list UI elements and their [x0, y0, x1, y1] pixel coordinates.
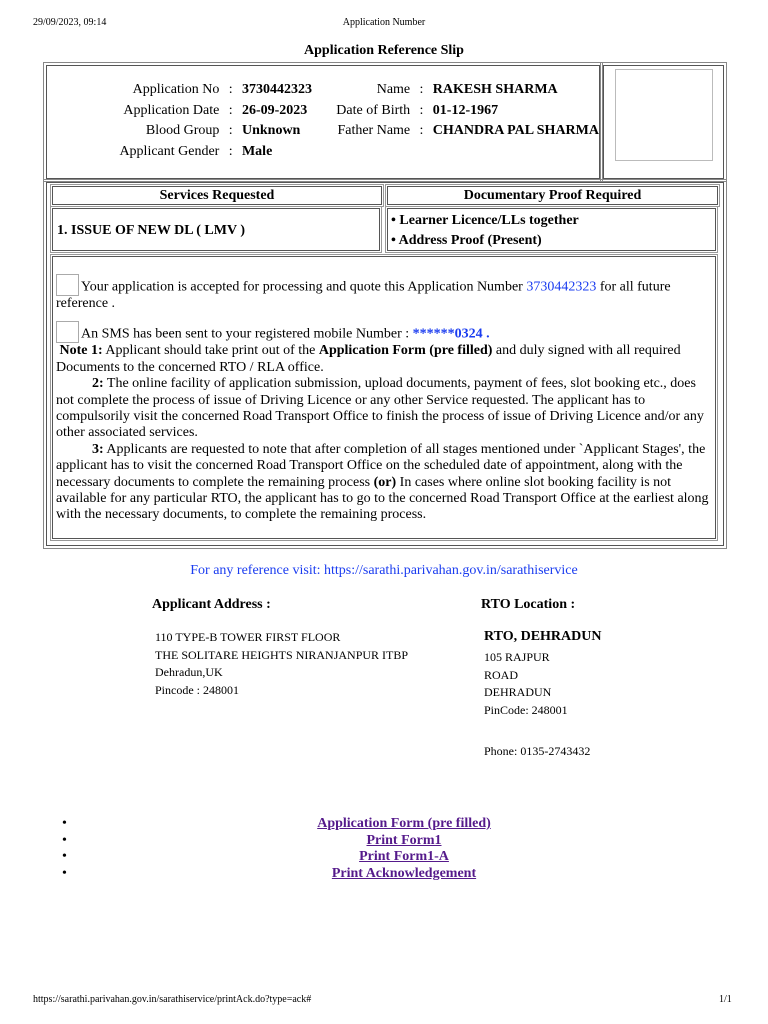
rto-phone: Phone: 0135-2743432 [484, 744, 591, 758]
list-item [0, 849, 768, 866]
applicant-photo [615, 69, 713, 161]
rto-address [484, 649, 568, 719]
application-number-highlight: 3730442323 [526, 279, 597, 295]
value-blood-group: Unknown [241, 123, 301, 139]
service-item: 1. ISSUE OF NEW DL ( LMV ) [52, 208, 380, 251]
value-name: RAKESH SHARMA [432, 82, 558, 98]
slip-title: Application Reference Slip [304, 43, 464, 58]
accepted-text-end: for all future reference . [56, 279, 671, 311]
print-datetime: 29/09/2023, 09:14 [33, 17, 107, 28]
note-1-bold: Application Form (pre filled) [318, 343, 493, 359]
print-form1a-link[interactable]: Print Form1-A [359, 849, 449, 865]
note-3-text: Applicants are requested to note that after completion of all stages mentioned under `Applicant Stages', the applicant has to visit the concerned Road Transport Office on the scheduled date of appointment, along with the necessary documents to complete the remaining process [56, 441, 706, 490]
rto-location-heading: RTO Location : [481, 597, 576, 612]
applicant-address-heading: Applicant Address : [152, 597, 271, 612]
label-application-date: Application Date [123, 102, 220, 118]
note-1-label: Note 1: [59, 343, 103, 359]
rto-name: RTO, DEHRADUN [484, 629, 602, 644]
mobile-number: ******0324 . [412, 327, 490, 342]
print-form1-link[interactable]: Print Form1 [366, 832, 442, 848]
sms-message [56, 321, 712, 343]
detail-row [57, 101, 599, 122]
detail-row [57, 142, 599, 163]
applicant-details-table [57, 80, 599, 162]
address-line: Dehradun,UK [155, 665, 223, 679]
value-application-date: 26-09-2023 [241, 102, 308, 118]
action-links [0, 816, 768, 882]
reference-link[interactable]: For any reference visit: https://sarathi.parivahan.gov.in/sarathiservice [190, 563, 578, 578]
sms-text: An SMS has been sent to your registered mobile Number : [81, 327, 413, 342]
application-form-link[interactable]: Application Form (pre filled) [317, 816, 491, 831]
note-3-label: 3: [92, 441, 104, 457]
applicant-address [155, 629, 408, 699]
value-father-name: CHANDRA PAL SHARMA [432, 123, 599, 139]
note-1 [56, 343, 712, 376]
value-application-no: 3730442323 [241, 82, 312, 98]
rto-address-line: 105 RAJPUR [484, 650, 550, 664]
note-3-text-end: In cases where online slot booking facility is not available for any particular RTO, the applicant has to go to the concerned Road Transport Office at the earliest along with the necessary documents, to complete the remaining process. [56, 474, 709, 523]
label-father-name: Father Name [337, 123, 411, 139]
separator: : [419, 102, 424, 118]
note-2 [56, 376, 712, 442]
label-application-no: Application No [132, 82, 220, 98]
note-2-text: The online facility of application submission, upload documents, payment of fees, slot booking etc., does not complete the process of issue of Driving Licence or any other Service requested. The applicant has to compulsorily visit the concerned Road Transport Office to finish the process of issue of Driving Licence and/or any other associated services. [56, 376, 704, 441]
note-2-label: 2: [92, 376, 104, 392]
list-item [0, 833, 768, 850]
separator: : [228, 143, 233, 159]
detail-row [57, 121, 599, 142]
label-date-of-birth: Date of Birth [336, 102, 411, 118]
sms-checkbox[interactable] [56, 321, 79, 343]
note-3-bold: (or) [373, 474, 397, 490]
photo-cell [603, 65, 724, 179]
separator: : [419, 82, 424, 98]
note-1-text: Applicant should take print out of the [102, 343, 319, 359]
detail-row [57, 80, 599, 101]
address-line: 110 TYPE-B TOWER FIRST FLOOR [155, 630, 341, 644]
rto-address-line: DEHRADUN [484, 685, 552, 699]
applicant-details-box [46, 65, 600, 179]
label-gender: Applicant Gender [119, 143, 220, 159]
proof-item: • Learner Licence/LLs together [391, 213, 579, 228]
print-page-title: Application Number [342, 17, 426, 28]
list-item [0, 866, 768, 883]
value-date-of-birth: 01-12-1967 [432, 102, 499, 118]
label-name: Name [376, 82, 411, 98]
accepted-text: Your application is accepted for processing and quote this Application Number [81, 279, 527, 295]
note-3 [56, 442, 712, 524]
services-requested-header: Services Requested [52, 186, 382, 205]
proof-list [387, 208, 716, 251]
notes-panel [52, 256, 716, 539]
accepted-message [56, 274, 712, 312]
label-blood-group: Blood Group [145, 123, 220, 139]
list-item [0, 816, 768, 833]
note-1-text-end: and duly signed with all required Documents to the concerned RTO / RLA office. [56, 343, 681, 375]
page-number: 1/1 [719, 994, 732, 1005]
rto-address-line: PinCode: 248001 [484, 702, 568, 717]
documentary-proof-header: Documentary Proof Required [387, 186, 718, 205]
services-box [46, 182, 724, 546]
separator: : [228, 82, 233, 98]
value-gender: Male [241, 143, 273, 159]
rto-address-line: ROAD [484, 667, 519, 682]
separator: : [419, 123, 424, 139]
separator: : [228, 102, 233, 118]
separator: : [228, 123, 233, 139]
accepted-checkbox[interactable] [56, 274, 79, 296]
address-line: THE SOLITARE HEIGHTS NIRANJANPUR ITBP [155, 647, 409, 662]
print-url: https://sarathi.parivahan.gov.in/sarathiservice/printAck.do?type=ack# [33, 994, 312, 1005]
print-acknowledgement-link[interactable]: Print Acknowledgement [331, 865, 477, 881]
address-line: Pincode : 248001 [155, 682, 239, 697]
proof-item: • Address Proof (Present) [391, 233, 542, 248]
